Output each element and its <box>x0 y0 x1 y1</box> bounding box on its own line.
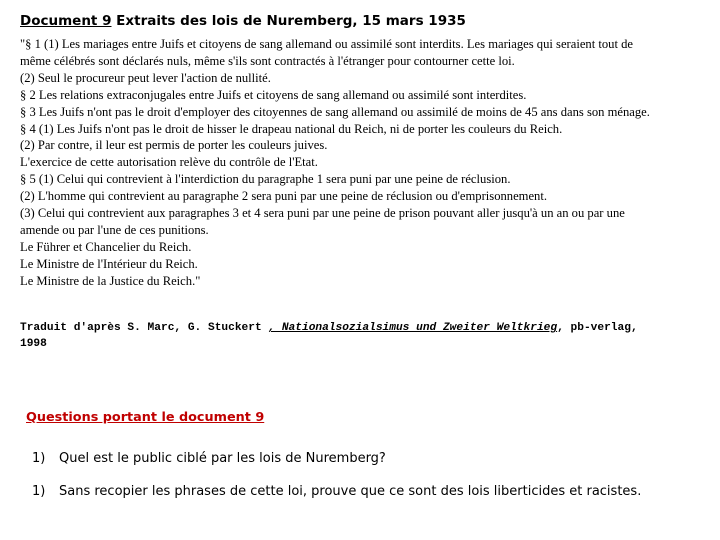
signature-line: Le Führer et Chancelier du Reich. <box>20 239 192 254</box>
source-work-title: , Nationalsozialsimus und Zweiter Weltkrieg <box>268 322 558 334</box>
question-item <box>32 451 386 466</box>
law-paragraph: L'exercice de cette autorisation relève du contrôle de l'Etat. <box>20 155 318 170</box>
document-title <box>20 13 466 29</box>
law-paragraph: (2) L'homme qui contrevient au paragraphe 2 sera puni par une peine de réclusion ou d'emprisonnement. <box>20 189 548 204</box>
document-title-label: Document 9 <box>20 13 112 29</box>
law-paragraph: (2) Seul le procureur peut lever l'action de nullité. <box>20 70 271 85</box>
law-text <box>20 36 660 290</box>
question-number: 1) <box>32 451 46 466</box>
question-item <box>32 484 641 499</box>
source-suffix: , pb-verlag, 1998 <box>20 322 638 350</box>
law-paragraph: § 2 Les relations extraconjugales entre Juifs et citoyens de sang allemand ou assimilé sont interdites. <box>20 87 527 102</box>
question-text: Quel est le public ciblé par les lois de Nuremberg? <box>59 451 386 466</box>
law-paragraph: (3) Celui qui contrevient aux paragraphes 3 et 4 sera puni par une peine de prison pouvant aller jusqu'à un an ou par une amende ou par l'une de ces punitions. <box>20 206 625 237</box>
law-paragraph: § 3 Les Juifs n'ont pas le droit d'employer des citoyennes de sang allemand ou assimilé de moins de 45 ans dans son ménage. <box>20 104 650 119</box>
question-text: Sans recopier les phrases de cette loi, prouve que ce sont des lois liberticides et racistes. <box>59 484 642 499</box>
signature-line: Le Ministre de la Justice du Reich." <box>20 273 201 288</box>
source-citation <box>20 320 660 352</box>
source-prefix: Traduit d'après S. Marc, G. Stuckert <box>20 322 269 334</box>
law-paragraph: § 4 (1) Les Juifs n'ont pas le droit de hisser le drapeau national du Reich, ni de porter les couleurs du Reich. <box>20 121 563 136</box>
questions-heading: Questions portant le document 9 <box>26 410 265 425</box>
question-number: 1) <box>32 484 46 499</box>
document-title-text: Extraits des lois de Nuremberg, 15 mars 1935 <box>111 13 466 29</box>
law-paragraph: "§ 1 (1) Les mariages entre Juifs et citoyens de sang allemand ou assimilé sont interdits. Les mariages qui seraient tout de même célébrés sont déclarés nuls, même s'ils sont contractés à l'étranger pour contourner cette loi. <box>20 37 633 68</box>
law-paragraph: (2) Par contre, il leur est permis de porter les couleurs juives. <box>20 138 328 153</box>
signature-line: Le Ministre de l'Intérieur du Reich. <box>20 256 198 271</box>
law-paragraph: § 5 (1) Celui qui contrevient à l'interdiction du paragraphe 1 sera puni par une peine de réclusion. <box>20 172 511 187</box>
